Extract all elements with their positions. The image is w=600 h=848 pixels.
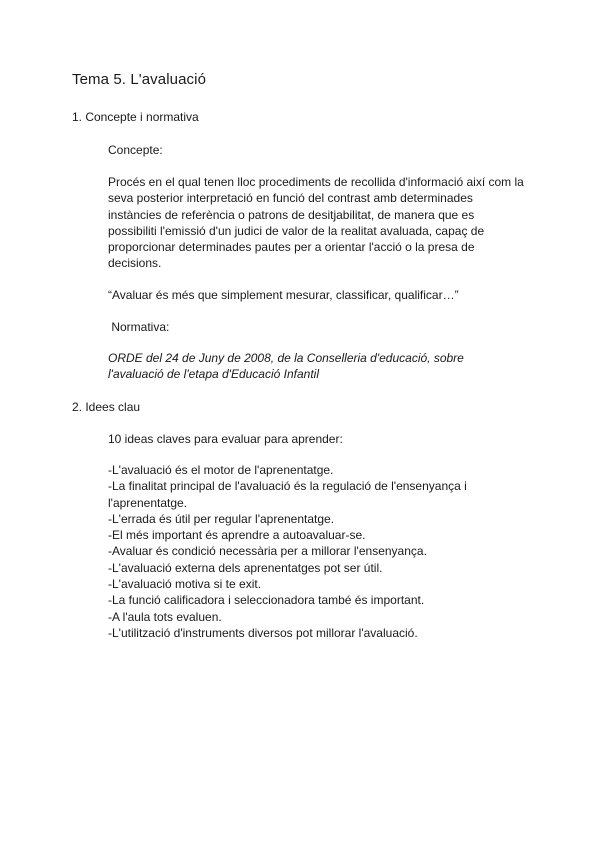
normativa-label: Normativa: <box>108 320 170 334</box>
key-ideas-intro: 10 ideas claves para evaluar para aprender: <box>108 432 343 446</box>
section-1-heading: 1. Concepte i normativa <box>72 110 199 124</box>
concept-label: Concepte: <box>108 143 163 157</box>
list-item: -Avaluar és condició necessària per a millorar l'ensenyança. <box>108 544 427 559</box>
list-item: -L'avaluació és el motor de l'aprenentatge. <box>108 463 334 477</box>
normativa-reference: ORDE del 24 de Juny de 2008, de la Conselleria d'educació, sobre l'avaluació de l'etapa d'Educació Infantil <box>108 351 464 382</box>
list-item: -L'avaluació externa dels aprenentatges pot ser útil. <box>108 560 383 575</box>
concept-definition: Procés en el qual tenen lloc procediments de recollida d'informació així com la seva posterior interpretació en funció del contrast amb determinades instàncies de referència o patrons de desitjabilitat, de manera que es possibiliti l'emissió d'un judici de valor de la realitat avaluada, capaç de proporcionar determinades pautes per a orientar l'acció o la presa de decisions. <box>108 175 524 271</box>
list-item: -A l'aula tots evaluen. <box>108 609 222 624</box>
list-item: -El més important és aprendre a autoavaluar-se. <box>108 528 366 543</box>
list-item: -La finalitat principal de l'avaluació és la regulació de l'ensenyança i l'aprenentatge. <box>108 479 467 510</box>
concept-quote: “Avaluar és més que simplement mesurar, classificar, qualificar…” <box>108 288 459 302</box>
list-item: -L'errada és útil per regular l'aprenentatge. <box>108 511 335 526</box>
document-title: Tema 5. L'avaluació <box>72 71 207 88</box>
list-item: -La funció calificadora i seleccionadora també és important. <box>108 593 425 608</box>
list-item: -L'avaluació motiva si te exit. <box>108 577 262 592</box>
list-item: -L'utilització d'instruments diversos pot millorar l'avaluació. <box>108 625 418 640</box>
section-2-heading: 2. Idees clau <box>72 400 141 414</box>
key-ideas-list <box>108 462 508 641</box>
